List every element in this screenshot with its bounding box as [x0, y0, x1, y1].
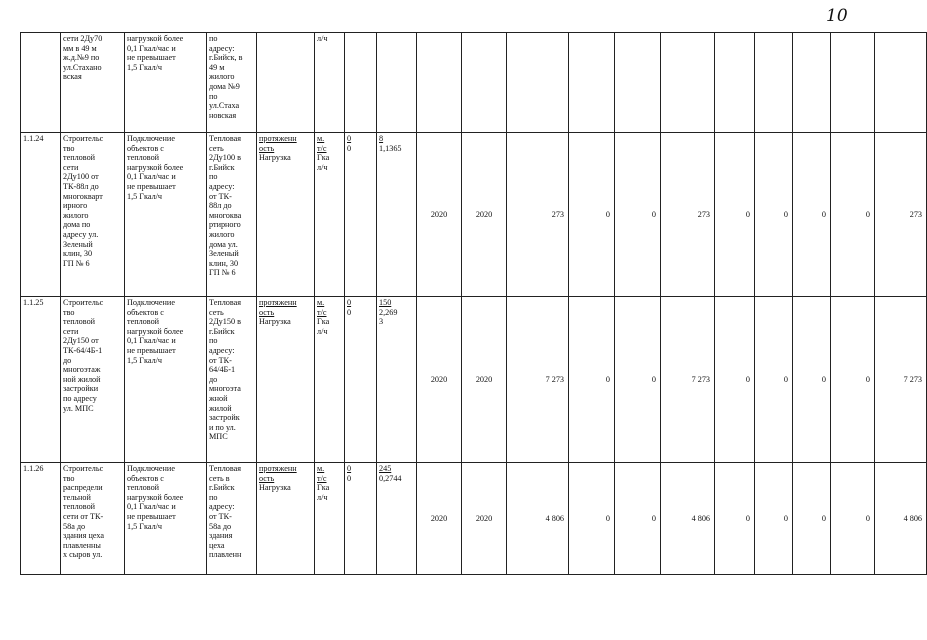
cost-col-3: 273: [661, 133, 715, 297]
cost-col-6: 0: [793, 297, 831, 463]
table-row: [21, 33, 927, 133]
project-name: сети 2Ду70 мм в 49 м ж.д.№9 по ул.Стахано вская: [61, 33, 125, 133]
project-purpose: Подключение объектов с тепловой нагрузкой более 0,1 Гкал/час и не превышает 1,5 Гкал/ч: [125, 297, 207, 463]
cost-col-8: [875, 33, 927, 133]
param-name: протяженн ость Нагрузка: [257, 297, 315, 463]
project-name: Строительс тво распредели тельной тепловой сети от ТК- 58а до здания цеха плавленны х сыров ул.: [61, 463, 125, 575]
cost-col-3: [661, 33, 715, 133]
project-location: по адресу: г.Бийск, в 49 м жилого дома №9 по ул.Стаха новская: [207, 33, 257, 133]
param-value-after: 150 2,269 3: [377, 297, 417, 463]
row-id: 1.1.25: [21, 297, 61, 463]
cost-col-5: 0: [755, 133, 793, 297]
param-unit: м. т/с Гка л/ч: [315, 297, 345, 463]
param-value-after: 245 0,2744: [377, 463, 417, 575]
param-unit: л/ч: [315, 33, 345, 133]
cost-col-7: [831, 33, 875, 133]
param-unit: м. т/с Гка л/ч: [315, 463, 345, 575]
cost-col-2: 0: [615, 133, 661, 297]
cost-col-1: 0: [569, 133, 615, 297]
param-name: [257, 33, 315, 133]
cost-col-8: 273: [875, 133, 927, 297]
cost-col-7: 0: [831, 297, 875, 463]
param-value-before: 0 0: [345, 463, 377, 575]
param-unit: м. т/с Гка л/ч: [315, 133, 345, 297]
row-id: 1.1.26: [21, 463, 61, 575]
cost-col-2: 0: [615, 297, 661, 463]
project-purpose: нагрузкой более 0,1 Гкал/час и не превышает 1,5 Гкал/ч: [125, 33, 207, 133]
investment-program-table: [20, 32, 927, 575]
total-cost: [507, 33, 569, 133]
cost-col-6: 0: [793, 133, 831, 297]
total-cost: 7 273: [507, 297, 569, 463]
cost-col-4: 0: [715, 297, 755, 463]
project-purpose: Подключение объектов с тепловой нагрузкой более 0,1 Гкал/час и не превышает 1,5 Гкал/ч: [125, 463, 207, 575]
cost-col-8: 7 273: [875, 297, 927, 463]
cost-col-2: 0: [615, 463, 661, 575]
param-value-after: 8 1,1365: [377, 133, 417, 297]
param-value-before: 0 0: [345, 297, 377, 463]
cost-col-5: 0: [755, 463, 793, 575]
param-name: протяженн ость Нагрузка: [257, 463, 315, 575]
cost-col-6: 0: [793, 463, 831, 575]
cost-col-5: [755, 33, 793, 133]
param-value-before: 0 0: [345, 133, 377, 297]
param-value-after: [377, 33, 417, 133]
table-row: [21, 297, 927, 463]
param-name: протяженн ость Нагрузка: [257, 133, 315, 297]
cost-col-6: [793, 33, 831, 133]
end-year: [462, 33, 507, 133]
cost-col-4: 0: [715, 133, 755, 297]
project-location: Тепловая сеть 2Ду150 в г.Бийск по адресу: от ТК- 64/4Б-1 до многоэта жной жилой застройк и по ул. МПС: [207, 297, 257, 463]
cost-col-4: 0: [715, 463, 755, 575]
total-cost: 273: [507, 133, 569, 297]
total-cost: 4 806: [507, 463, 569, 575]
table-row: [21, 133, 927, 297]
cost-col-7: 0: [831, 133, 875, 297]
row-id: [21, 33, 61, 133]
cost-col-3: 4 806: [661, 463, 715, 575]
cost-col-7: 0: [831, 463, 875, 575]
project-name: Строительс тво тепловой сети 2Ду150 от ТК-64/4Б-1 до многоэтаж ной жилой застройки по адресу ул. МПС: [61, 297, 125, 463]
project-location: Тепловая сеть 2Ду100 в г.Бийск по адресу: от ТК- 88л до многоква ртирного жилого дома ул. Зеленый клин, 30 ГП № 6: [207, 133, 257, 297]
page-number: 10: [826, 6, 848, 26]
project-name: Строительс тво тепловой сети 2Ду100 от ТК-88л до многокварт ирного жилого дома по адресу ул. Зеленый клин, 30 ГП № 6: [61, 133, 125, 297]
cost-col-3: 7 273: [661, 297, 715, 463]
end-year: 2020: [462, 297, 507, 463]
param-value-before: [345, 33, 377, 133]
end-year: 2020: [462, 133, 507, 297]
cost-col-1: [569, 33, 615, 133]
cost-col-4: [715, 33, 755, 133]
start-year: 2020: [417, 133, 462, 297]
table-row: [21, 463, 927, 575]
cost-col-8: 4 806: [875, 463, 927, 575]
start-year: 2020: [417, 463, 462, 575]
cost-col-1: 0: [569, 297, 615, 463]
row-id: 1.1.24: [21, 133, 61, 297]
cost-col-2: [615, 33, 661, 133]
cost-col-5: 0: [755, 297, 793, 463]
cost-col-1: 0: [569, 463, 615, 575]
start-year: [417, 33, 462, 133]
end-year: 2020: [462, 463, 507, 575]
start-year: 2020: [417, 297, 462, 463]
project-location: Тепловая сеть в г.Бийск по адресу: от ТК- 58а до здания цеха плавленн: [207, 463, 257, 575]
project-purpose: Подключение объектов с тепловой нагрузкой более 0,1 Гкал/час и не превышает 1,5 Гкал/ч: [125, 133, 207, 297]
